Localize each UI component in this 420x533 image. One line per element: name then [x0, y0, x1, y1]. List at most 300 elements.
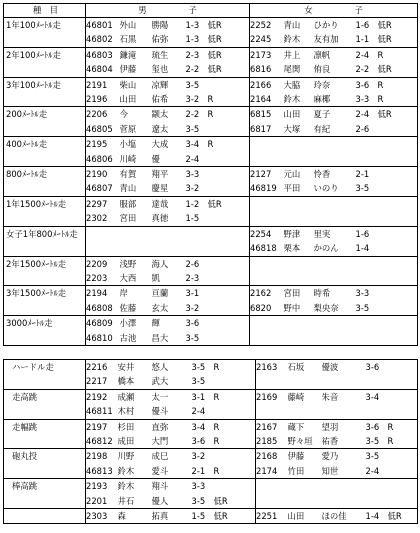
- boys-athlete-info: 3-5: [191, 362, 206, 372]
- event-name: [4, 181, 86, 196]
- boys-athlete-first: 颛太: [152, 107, 186, 122]
- girls-athlete-note: [378, 226, 418, 241]
- girls-athlete-info: 1-6: [355, 20, 370, 30]
- girls-athlete-bib: 2169: [256, 389, 288, 404]
- girls-athlete-note: [378, 137, 418, 152]
- girls-athlete-first: 知世: [321, 465, 339, 476]
- event-row: [4, 374, 418, 389]
- boys-athlete-name: 杉田: [118, 419, 152, 434]
- boys-athlete-info: 1-3: [185, 20, 200, 30]
- girls-athlete-first: 怜香: [314, 167, 356, 182]
- boys-athlete-first: 亘蘭: [152, 286, 186, 301]
- girls-athlete-bib: 2252: [250, 20, 272, 30]
- girls-athlete-first: [314, 137, 356, 152]
- boys-athlete-note: [214, 449, 256, 464]
- girls-athlete-name: 石坂: [287, 362, 305, 372]
- boys-athlete-first: 成巳: [152, 449, 192, 464]
- boys-athlete-bib: [86, 226, 120, 241]
- girls-athlete-first: 朱音: [322, 389, 366, 404]
- girls-athlete-info: 3-6: [356, 77, 378, 92]
- boys-athlete-first: [152, 241, 186, 256]
- girls-athlete-bib: [250, 137, 284, 152]
- girls-athlete-note: [378, 181, 418, 196]
- boys-athlete-first: 慶星: [151, 183, 169, 194]
- boys-athlete-info: 2-3: [186, 47, 208, 62]
- boys-athlete-name: 小澤: [120, 316, 152, 331]
- boys-athlete-bib: 2206: [86, 107, 120, 122]
- event-row: [4, 464, 418, 479]
- event-name: [4, 62, 86, 77]
- event-name: 走高跳: [4, 389, 86, 404]
- boys-athlete-info: 3-5: [185, 332, 200, 343]
- boys-athlete-info: 3-3: [192, 479, 214, 494]
- girls-athlete-note: R: [387, 436, 394, 447]
- boys-athlete-note: [208, 301, 250, 316]
- girls-athlete-name: [284, 137, 314, 152]
- event-name: 3年100ﾒｰﾄﾙ走: [4, 77, 86, 92]
- boys-athlete-name: 石黒: [119, 34, 137, 45]
- header-girls: 女 子: [250, 4, 418, 18]
- boys-athlete-info: 2-1: [191, 465, 206, 476]
- boys-athlete-note: R: [208, 137, 250, 152]
- boys-athlete-info: 3-5: [191, 495, 206, 506]
- event-row: [4, 18, 418, 33]
- event-name: 200ﾒｰﾄﾙ走: [4, 107, 86, 122]
- boys-athlete-bib: 46804: [86, 64, 113, 75]
- boys-athlete-note: 低R: [208, 32, 250, 47]
- girls-athlete-info: 2-2: [355, 64, 370, 75]
- boys-athlete-bib: 46810: [86, 332, 113, 343]
- girls-athlete-info: [356, 256, 378, 271]
- boys-athlete-first: 琉生: [152, 47, 186, 62]
- boys-athlete-first: 昌大: [151, 332, 169, 343]
- boys-athlete-bib: 46813: [86, 465, 113, 476]
- girls-athlete-info: 2-4: [365, 465, 380, 476]
- boys-athlete-info: 3-5: [191, 376, 206, 387]
- event-name: ハードル走: [4, 360, 86, 375]
- girls-athlete-name: [288, 404, 322, 419]
- girls-athlete-first: [314, 271, 356, 286]
- boys-athlete-name: 鈴木: [118, 479, 152, 494]
- girls-athlete-info: 3-5: [355, 302, 370, 313]
- boys-athlete-bib: 2303: [86, 509, 118, 524]
- boys-athlete-name: 川野: [118, 449, 152, 464]
- boys-athlete-info: 3-5: [186, 77, 208, 92]
- girls-athlete-bib: [256, 494, 288, 509]
- boys-athlete-bib: 2203: [86, 272, 108, 283]
- girls-athlete-note: [378, 301, 418, 316]
- event-row: [4, 449, 418, 464]
- girls-athlete-info: 2-6: [355, 123, 370, 134]
- boys-athlete-note: 低R: [214, 494, 256, 509]
- boys-athlete-bib: 46801: [86, 20, 113, 30]
- boys-athlete-first: 大成: [152, 137, 186, 152]
- girls-athlete-name: 鈴木: [283, 34, 301, 45]
- girls-athlete-note: [378, 316, 418, 331]
- boys-athlete-first: 翔平: [152, 167, 186, 182]
- boys-athlete-note: [208, 241, 250, 256]
- boys-athlete-bib: 46809: [86, 316, 120, 331]
- girls-athlete-name: 野中: [283, 302, 301, 313]
- boys-athlete-info: 1-5: [185, 213, 200, 224]
- event-row: [4, 331, 418, 346]
- girls-athlete-name: [284, 316, 314, 331]
- girls-athlete-note: 低R: [377, 20, 392, 30]
- girls-athlete-first: 梨央奈: [313, 302, 339, 313]
- boys-athlete-info: 1-2: [186, 196, 208, 211]
- boys-athlete-name: 宮田: [119, 213, 137, 224]
- boys-athlete-info: 3-6: [191, 436, 206, 447]
- girls-athlete-info: 3-5: [355, 183, 370, 194]
- boys-athlete-first: 武大: [151, 376, 169, 387]
- girls-athlete-name: [288, 374, 322, 389]
- girls-athlete-first: [314, 316, 356, 331]
- event-name: [4, 301, 86, 316]
- girls-athlete-first: 有紀: [313, 123, 331, 134]
- girls-athlete-note: [388, 449, 418, 464]
- girls-athlete-bib: [256, 404, 288, 419]
- boys-athlete-name: 井石: [117, 495, 135, 506]
- girls-athlete-name: 蔵下: [288, 419, 322, 434]
- event-name: [4, 331, 86, 346]
- girls-athlete-first: ひかり: [313, 20, 339, 30]
- event-row: [4, 226, 418, 241]
- boys-athlete-bib: 2196: [86, 94, 108, 105]
- girls-athlete-info: [366, 374, 388, 389]
- boys-athlete-bib: 46811: [86, 406, 113, 417]
- event-row: [4, 152, 418, 167]
- girls-athlete-name: 山田: [284, 107, 314, 122]
- boys-athlete-name: 佐藤: [119, 302, 137, 313]
- event-name: 砲丸投: [4, 449, 86, 464]
- event-row: [4, 509, 418, 524]
- event-name: 400ﾒｰﾄﾙ走: [4, 137, 86, 152]
- girls-athlete-first: [322, 479, 366, 494]
- girls-athlete-name: 野津: [284, 226, 314, 241]
- girls-athlete-first: [322, 404, 366, 419]
- girls-athlete-name: [284, 331, 314, 346]
- boys-athlete-first: 愛斗: [151, 465, 169, 476]
- girls-athlete-name: [284, 211, 314, 226]
- girls-athlete-name: 竹田: [287, 465, 305, 476]
- event-name: 3000ﾒｰﾄﾙ走: [4, 316, 86, 331]
- girls-athlete-info: [356, 152, 378, 167]
- girls-athlete-info: [366, 494, 388, 509]
- girls-athlete-info: 2-4: [356, 107, 378, 122]
- girls-athlete-first: [314, 152, 356, 167]
- girls-athlete-first: ほの佳: [322, 509, 366, 524]
- boys-athlete-name: 大西: [119, 272, 137, 283]
- boys-athlete-info: 3-6: [186, 316, 208, 331]
- header-event: 種 目: [4, 4, 86, 18]
- girls-athlete-note: [378, 211, 418, 226]
- boys-athlete-info: 3-5: [185, 123, 200, 134]
- girls-athlete-info: 3-5: [366, 449, 388, 464]
- boys-athlete-bib: 2302: [86, 213, 108, 224]
- boys-athlete-info: 3-2: [185, 302, 200, 313]
- boys-athlete-bib: 2297: [86, 196, 120, 211]
- girls-athlete-first: [322, 374, 366, 389]
- girls-athlete-name: 栗本: [283, 243, 301, 254]
- boys-athlete-info: 2-3: [185, 272, 200, 283]
- event-row: [4, 137, 418, 152]
- girls-athlete-note: [378, 122, 418, 137]
- girls-athlete-first: [314, 196, 356, 211]
- boys-athlete-name: 橋本: [117, 376, 135, 387]
- girls-athlete-info: [356, 137, 378, 152]
- event-row: [4, 494, 418, 509]
- girls-athlete-bib: 46818: [250, 243, 277, 254]
- boys-athlete-bib: 2201: [86, 495, 108, 506]
- girls-athlete-bib: 2167: [256, 419, 288, 434]
- boys-athlete-info: 3-2: [192, 449, 214, 464]
- girls-athlete-info: [356, 211, 378, 226]
- girls-athlete-bib: [256, 374, 288, 389]
- girls-athlete-first: 愛乃: [322, 449, 366, 464]
- event-name: 3年1500ﾒｰﾄﾙ走: [4, 286, 86, 301]
- girls-athlete-first: 優波: [321, 362, 339, 372]
- event-row: [4, 256, 418, 271]
- girls-athlete-info: 3-6: [365, 362, 380, 372]
- boys-athlete-note: [208, 256, 250, 271]
- girls-athlete-info: [356, 271, 378, 286]
- event-row: [4, 62, 418, 77]
- boys-athlete-bib: 46802: [86, 34, 113, 45]
- event-name: 2年1500ﾒｰﾄﾙ走: [4, 256, 86, 271]
- girls-athlete-bib: 2168: [256, 449, 288, 464]
- boys-athlete-info: 3-1: [192, 389, 214, 404]
- girls-athlete-name: 大塚: [283, 123, 301, 134]
- boys-athlete-first: 凉輝: [152, 77, 186, 92]
- event-row: [4, 419, 418, 434]
- event-name: 2年100ﾒｰﾄﾙ走: [4, 47, 86, 62]
- girls-athlete-info: 3-6: [366, 419, 388, 434]
- event-row: [4, 434, 418, 449]
- boys-athlete-first: 悠人: [151, 362, 169, 372]
- event-row: [4, 32, 418, 47]
- boys-athlete-note: [208, 211, 250, 226]
- event-name: [4, 509, 86, 524]
- girls-athlete-note: [378, 331, 418, 346]
- boys-athlete-note: R: [208, 107, 250, 122]
- girls-athlete-info: 1-4: [366, 509, 388, 524]
- girls-athlete-name: 山田: [288, 509, 322, 524]
- boys-athlete-info: [186, 241, 208, 256]
- boys-athlete-bib: 2195: [86, 137, 120, 152]
- boys-athlete-first: 拓真: [152, 509, 192, 524]
- boys-athlete-note: [214, 479, 256, 494]
- boys-athlete-name: 岸: [120, 286, 152, 301]
- girls-athlete-first: [314, 211, 356, 226]
- event-row: [4, 167, 418, 182]
- boys-athlete-note: [208, 226, 250, 241]
- boys-athlete-name: 菅原: [119, 123, 137, 134]
- event-row: [4, 211, 418, 226]
- girls-athlete-first: 侑良: [313, 64, 331, 75]
- event-row: [4, 77, 418, 92]
- girls-athlete-first: 夏子: [314, 107, 356, 122]
- boys-athlete-note: R: [208, 92, 250, 107]
- boys-athlete-first: 佑弥: [151, 34, 169, 45]
- boys-athlete-note: 低R: [208, 196, 250, 211]
- boys-athlete-note: 低R: [208, 18, 250, 33]
- boys-athlete-note: [208, 331, 250, 346]
- boys-athlete-bib: 2190: [86, 167, 120, 182]
- boys-athlete-name: 森: [118, 509, 152, 524]
- boys-athlete-bib: 2192: [86, 389, 118, 404]
- event-name: 走幅跳: [4, 419, 86, 434]
- boys-athlete-note: 低R: [208, 47, 250, 62]
- girls-athlete-info: 1-4: [355, 243, 370, 254]
- boys-athlete-name: 伊藤: [119, 64, 137, 75]
- girls-athlete-first: [314, 256, 356, 271]
- boys-athlete-name: 古池: [119, 332, 137, 343]
- boys-athlete-first: 優: [151, 153, 160, 164]
- girls-athlete-note: 低R: [378, 107, 418, 122]
- girls-athlete-bib: [250, 316, 284, 331]
- boys-athlete-name: [120, 226, 152, 241]
- event-name: [4, 211, 86, 226]
- event-row: [4, 316, 418, 331]
- boys-athlete-bib: 2217: [86, 376, 108, 387]
- event-row: [4, 181, 418, 196]
- event-name: [4, 494, 86, 509]
- boys-athlete-bib: 2197: [86, 419, 118, 434]
- boys-athlete-info: 3-2: [185, 94, 200, 105]
- boys-athlete-first: 太一: [152, 389, 192, 404]
- boys-athlete-name: 小塩: [120, 137, 152, 152]
- boys-athlete-note: [208, 152, 250, 167]
- event-row: [4, 196, 418, 211]
- girls-athlete-bib: 6815: [250, 107, 284, 122]
- girls-athlete-note: [388, 464, 418, 479]
- girls-athlete-first: かのん: [313, 243, 339, 254]
- girls-athlete-bib: 2127: [250, 167, 284, 182]
- girls-athlete-note: 低R: [377, 64, 392, 75]
- boys-athlete-bib: 2191: [86, 77, 120, 92]
- girls-athlete-bib: 2164: [250, 94, 272, 105]
- girls-athlete-note: R: [378, 77, 418, 92]
- event-name: 女子1年800ﾒｰﾄﾙ走: [4, 226, 86, 241]
- event-row: [4, 479, 418, 494]
- event-row: [4, 92, 418, 107]
- boys-athlete-name: [120, 241, 152, 256]
- girls-athlete-name: 青山: [283, 20, 301, 30]
- boys-athlete-first: 輝: [152, 316, 186, 331]
- boys-athlete-note: [208, 122, 250, 137]
- girls-athlete-name: 藤崎: [288, 389, 322, 404]
- girls-athlete-bib: [250, 211, 284, 226]
- event-row: [4, 241, 418, 256]
- event-row: [4, 404, 418, 419]
- girls-athlete-bib: [250, 331, 284, 346]
- boys-athlete-name: 柴山: [120, 77, 152, 92]
- girls-athlete-name: 伊藤: [288, 449, 322, 464]
- girls-athlete-bib: 2185: [256, 436, 278, 447]
- girls-athlete-note: [378, 271, 418, 286]
- event-name: [4, 32, 86, 47]
- girls-athlete-bib: 2251: [256, 509, 288, 524]
- boys-athlete-note: R: [214, 434, 256, 449]
- girls-athlete-info: [366, 479, 388, 494]
- girls-athlete-first: 里実: [314, 226, 356, 241]
- boys-athlete-note: [208, 77, 250, 92]
- girls-athlete-first: [322, 494, 366, 509]
- boys-athlete-name: 今: [120, 107, 152, 122]
- boys-athlete-info: 2-6: [186, 256, 208, 271]
- girls-athlete-info: 3-3: [355, 94, 370, 105]
- girls-athlete-first: 麻椰: [313, 94, 331, 105]
- boys-athlete-info: 3-1: [186, 286, 208, 301]
- boys-athlete-note: R: [214, 419, 256, 434]
- boys-athlete-info: 3-3: [186, 167, 208, 182]
- girls-athlete-info: 1-1: [355, 34, 370, 45]
- girls-athlete-bib: 6817: [250, 123, 272, 134]
- header-boys: 男 子: [86, 4, 250, 18]
- boys-athlete-name: 成田: [117, 436, 135, 447]
- boys-athlete-bib: 2216: [86, 362, 108, 372]
- girls-athlete-note: [378, 167, 418, 182]
- event-row: [4, 301, 418, 316]
- boys-athlete-first: 翔斗: [152, 479, 192, 494]
- boys-athlete-first: 大門: [151, 436, 169, 447]
- boys-athlete-first: 達哉: [152, 196, 186, 211]
- boys-athlete-first: 玺也: [151, 64, 169, 75]
- girls-athlete-first: いのり: [313, 183, 339, 194]
- boys-athlete-name: 安井: [117, 362, 135, 372]
- girls-athlete-bib: [256, 479, 288, 494]
- boys-athlete-name: 青山: [119, 183, 137, 194]
- boys-athlete-info: 1-3: [185, 34, 200, 45]
- results-table-field: [3, 359, 418, 524]
- boys-athlete-info: 1-5: [192, 509, 214, 524]
- boys-athlete-bib: 46806: [86, 153, 113, 164]
- boys-athlete-first: 玄太: [151, 302, 169, 313]
- event-row: [4, 271, 418, 286]
- girls-athlete-first: [314, 331, 356, 346]
- boys-athlete-bib: 46805: [86, 123, 113, 134]
- event-row: [4, 107, 418, 122]
- boys-athlete-note: [208, 271, 250, 286]
- girls-athlete-bib: [250, 196, 284, 211]
- event-name: [4, 271, 86, 286]
- boys-athlete-note: [208, 167, 250, 182]
- girls-athlete-bib: 6820: [250, 302, 272, 313]
- girls-athlete-name: [284, 152, 314, 167]
- event-row: [4, 286, 418, 301]
- girls-athlete-bib: [250, 256, 284, 271]
- boys-athlete-note: [214, 374, 256, 389]
- boys-athlete-info: 3-2: [185, 183, 200, 194]
- girls-athlete-bib: [250, 271, 284, 286]
- boys-athlete-bib: 46807: [86, 183, 113, 194]
- boys-athlete-name: 有賀: [120, 167, 152, 182]
- boys-athlete-info: 2-2: [186, 107, 208, 122]
- girls-athlete-info: 1-6: [356, 226, 378, 241]
- girls-athlete-info: [356, 331, 378, 346]
- girls-athlete-note: [378, 256, 418, 271]
- event-name: [4, 92, 86, 107]
- boys-athlete-first: 優人: [151, 495, 169, 506]
- event-name: 棒高跳: [4, 479, 86, 494]
- boys-athlete-first: 勝陽: [151, 20, 169, 30]
- boys-athlete-note: [208, 316, 250, 331]
- girls-athlete-note: [388, 404, 418, 419]
- girls-athlete-note: 低R: [388, 509, 418, 524]
- girls-athlete-name: 井上: [284, 47, 314, 62]
- girls-athlete-bib: 46819: [250, 183, 277, 194]
- event-row: [4, 47, 418, 62]
